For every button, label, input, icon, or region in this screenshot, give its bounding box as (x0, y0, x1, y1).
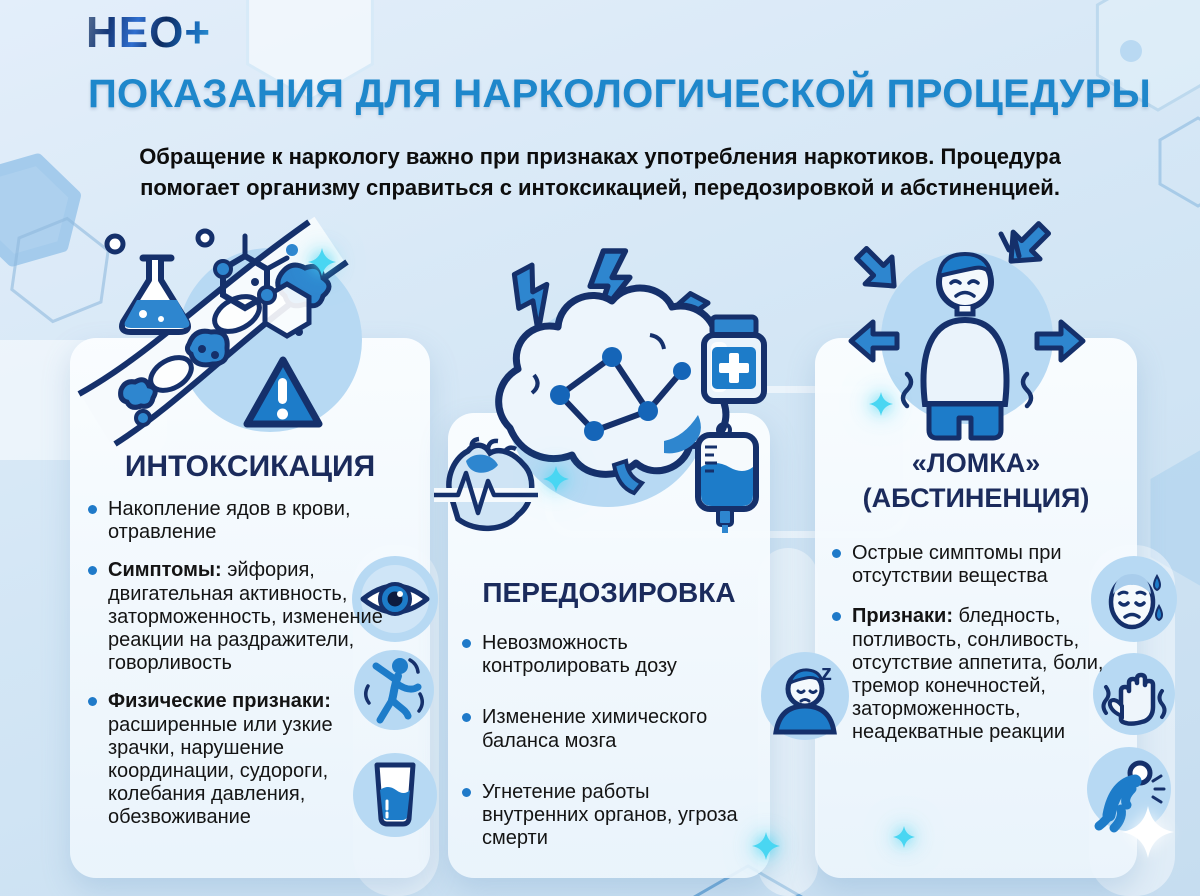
bullet-text: Изменение химического баланса мозга (482, 706, 708, 752)
bullet-dot (832, 549, 841, 558)
sparkle-decor (752, 832, 780, 860)
circle-decor (1120, 40, 1142, 62)
bullet-text: Накопление ядов в крови, отравление (108, 498, 351, 544)
sparkle-decor (1122, 806, 1174, 858)
withdrawal-title: «ЛОМКА» (АБСТИНЕНЦИЯ) (862, 448, 1090, 514)
brand-logo: НЕО+ (86, 8, 212, 57)
blood-vessel-toxins-illustration (85, 222, 415, 447)
sparkle-decor (869, 392, 893, 416)
page-subtitle (50, 142, 1150, 204)
bullet-item (88, 690, 384, 829)
sparkle-decor (308, 248, 336, 276)
subtitle-line-2: помогает организму справиться с интоксикацией, передозировкой и абстиненцией. (140, 174, 1060, 200)
bullet-item (462, 632, 754, 678)
bullet-text: Симптомы: эйфория, двигательная активность, заторможенность, изменение реакции на раздражители, говорливость (108, 559, 383, 675)
iv-drip-icon (698, 424, 756, 533)
intoxication-title: ИНТОКСИКАЦИЯ (124, 450, 376, 483)
pill-bottle-icon (704, 317, 764, 401)
bullet-dot (88, 697, 97, 706)
bullet-dot (462, 713, 471, 722)
bullet-item (832, 605, 1122, 744)
bullet-text: Физические признаки: расширенные или узкие зрачки, нарушение координации, судороги, колебания давления, обезвоживание (108, 690, 333, 829)
flask-icon (107, 236, 189, 332)
bullet-item (88, 498, 384, 544)
sparkle-decor (543, 466, 569, 492)
bullet-dot (88, 505, 97, 514)
hexagon-decor (1148, 112, 1200, 212)
z-letter: z (821, 660, 832, 685)
page-title: ПОКАЗАНИЯ ДЛЯ НАРКОЛОГИЧЕСКОЙ ПРОЦЕДУРЫ (88, 72, 1152, 116)
bullet-text: Признаки: бледность, потливость, сонливость, отсутствие аппетита, боли, тремор конечностей, заторможенность, неадекватные реакции (852, 605, 1104, 744)
bullet-item (462, 781, 754, 851)
overdose-brain-illustration (440, 243, 780, 548)
overdose-bullets (462, 632, 754, 878)
bullet-text: Угнетение работы внутренних органов, угроза смерти (482, 780, 738, 850)
overdose-title: ПЕРЕДОЗИРОВКА (482, 577, 736, 608)
bullet-text: Острые симптомы при отсутствии вещества (852, 542, 1062, 588)
subtitle-line-1: Обращение к наркологу важно при признаках употребления наркотиков. Процедура (139, 144, 1061, 169)
bullet-dot (832, 612, 841, 621)
bullet-dot (462, 788, 471, 797)
bullet-dot (462, 639, 471, 648)
intoxication-bullets (88, 498, 384, 844)
bullet-text: Невозможность контролировать дозу (482, 632, 677, 678)
sparkle-decor (893, 826, 915, 848)
withdrawal-bullets (832, 542, 1122, 762)
bullet-item (462, 706, 754, 752)
bullet-dot (88, 566, 97, 575)
bullet-item (88, 559, 384, 675)
bullet-item (832, 542, 1122, 588)
